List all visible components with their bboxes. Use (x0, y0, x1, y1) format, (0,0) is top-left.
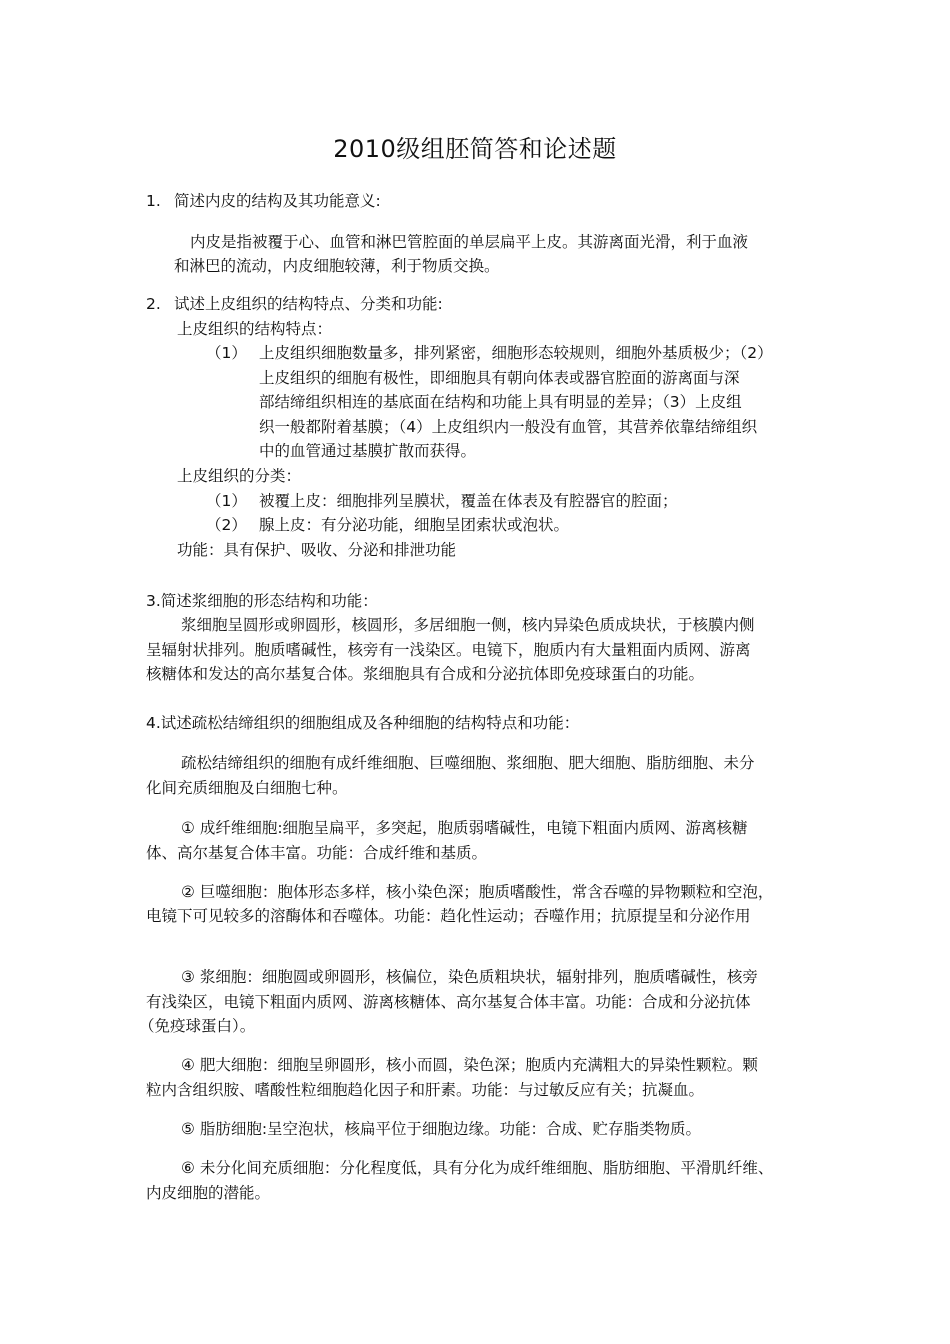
q3-answer-line-3: 核糖体和发达的高尔基复合体。浆细胞具有合成和分泌抗体即免疫球蛋白的功能。 (146, 665, 705, 683)
page-title: 2010级组胚简答和论述题 (333, 135, 617, 163)
q2-question: 试述上皮组织的结构特点、分类和功能: (174, 295, 443, 313)
q4-fibroblast-line-1: ① 成纤维细胞:细胞呈扁平，多突起，胞质弱嗜碱性，电镜下粗面内质网、游离核糖 (181, 819, 748, 837)
q1-answer-line-1: 内皮是指被覆于心、血管和淋巴管腔面的单层扁平上皮。其游离面光滑，利于血液 (190, 233, 749, 251)
q4-intro-line-1: 疏松结缔组织的细胞有成纤维细胞、巨噬细胞、浆细胞、肥大细胞、脂肪细胞、未分 (181, 754, 755, 772)
q2-structure-marker: （1） (206, 344, 247, 362)
q4-mast-cell-line-1: ④ 肥大细胞：细胞呈卵圆形，核小而圆，染色深；胞质内充满粗大的异染性颗粒。颗 (181, 1056, 758, 1074)
q4-plasma-cell-line-2: 有浅染区，电镜下粗面内质网、游离核糖体、高尔基复合体丰富。功能：合成和分泌抗体 (146, 993, 751, 1011)
q4-mesenchymal-line-1: ⑥ 未分化间充质细胞：分化程度低，具有分化为成纤维细胞、脂肪细胞、平滑肌纤维、 (181, 1159, 774, 1177)
q3-question: 3.简述浆细胞的形态结构和功能： (146, 592, 378, 610)
q2-structure-heading: 上皮组织的结构特点： (177, 320, 333, 338)
q2-structure-line-5: 中的血管通过基膜扩散而获得。 (259, 442, 477, 460)
q2-structure-line-2: 上皮组织的细胞有极性，即细胞具有朝向体表或器官腔面的游离面与深 (259, 369, 740, 387)
q2-function: 功能：具有保护、吸收、分泌和排泄功能 (177, 541, 457, 559)
q2-structure-line-4: 织一般都附着基膜；（4）上皮组织内一般没有血管，其营养依靠结缔组织 (259, 418, 758, 436)
q4-macrophage-line-2: 电镜下可见较多的溶酶体和吞噬体。功能：趋化性运动；吞噬作用；抗原提呈和分泌作用 (146, 907, 751, 925)
q2-structure-line-3: 部结缔组织相连的基底面在结构和功能上具有明显的差异；（3）上皮组 (259, 393, 742, 411)
q2-classification-item-1: 被覆上皮：细胞排列呈膜状，覆盖在体表及有腔器官的腔面； (259, 492, 678, 510)
q2-classification-item-2: 腺上皮：有分泌功能，细胞呈团索状或泡状。 (259, 516, 570, 534)
q4-macrophage-line-1: ② 巨噬细胞：胞体形态多样，核小染色深；胞质嗜酸性，常含吞噬的异物颗粒和空泡， (181, 883, 774, 901)
q2-classification-marker-2: （2） (206, 516, 247, 534)
q4-mesenchymal-line-2: 内皮细胞的潜能。 (146, 1184, 271, 1202)
q2-structure-line-1: 上皮组织细胞数量多，排列紧密，细胞形态较规则，细胞外基质极少；（2） (259, 344, 773, 362)
q4-question: 4.试述疏松结缔组织的细胞组成及各种细胞的结构特点和功能： (146, 714, 580, 732)
q2-classification-heading: 上皮组织的分类： (177, 467, 302, 485)
q1-answer-line-2: 和淋巴的流动，内皮细胞较薄，利于物质交换。 (174, 257, 500, 275)
q1-number: 1. (146, 192, 161, 210)
q4-plasma-cell-line-1: ③ 浆细胞：细胞圆或卵圆形，核偏位，染色质粗块状，辐射排列，胞质嗜碱性，核旁 (181, 968, 758, 986)
q4-mast-cell-line-2: 粒内含组织胺、嗜酸性粒细胞趋化因子和肝素。功能：与过敏反应有关；抗凝血。 (146, 1081, 705, 1099)
q4-fibroblast-line-2: 体、高尔基复合体丰富。功能：合成纤维和基质。 (146, 844, 488, 862)
q4-fat-cell-line-1: ⑤ 脂肪细胞:呈空泡状，核扁平位于细胞边缘。功能：合成、贮存脂类物质。 (181, 1120, 702, 1138)
q2-classification-marker-1: （1） (206, 492, 247, 510)
q2-number: 2. (146, 295, 161, 313)
q4-intro-line-2: 化间充质细胞及白细胞七种。 (146, 779, 348, 797)
q1-question: 简述内皮的结构及其功能意义: (174, 192, 381, 210)
q3-answer-line-1: 浆细胞呈圆形或卵圆形，核圆形，多居细胞一侧，核内异染色质成块状，于核膜内侧 (181, 616, 755, 634)
q3-answer-line-2: 呈辐射状排列。胞质嗜碱性，核旁有一浅染区。电镜下，胞质内有大量粗面内质网、游离 (146, 641, 751, 659)
q4-plasma-cell-line-3: （免疫球蛋白）。 (139, 1017, 256, 1035)
